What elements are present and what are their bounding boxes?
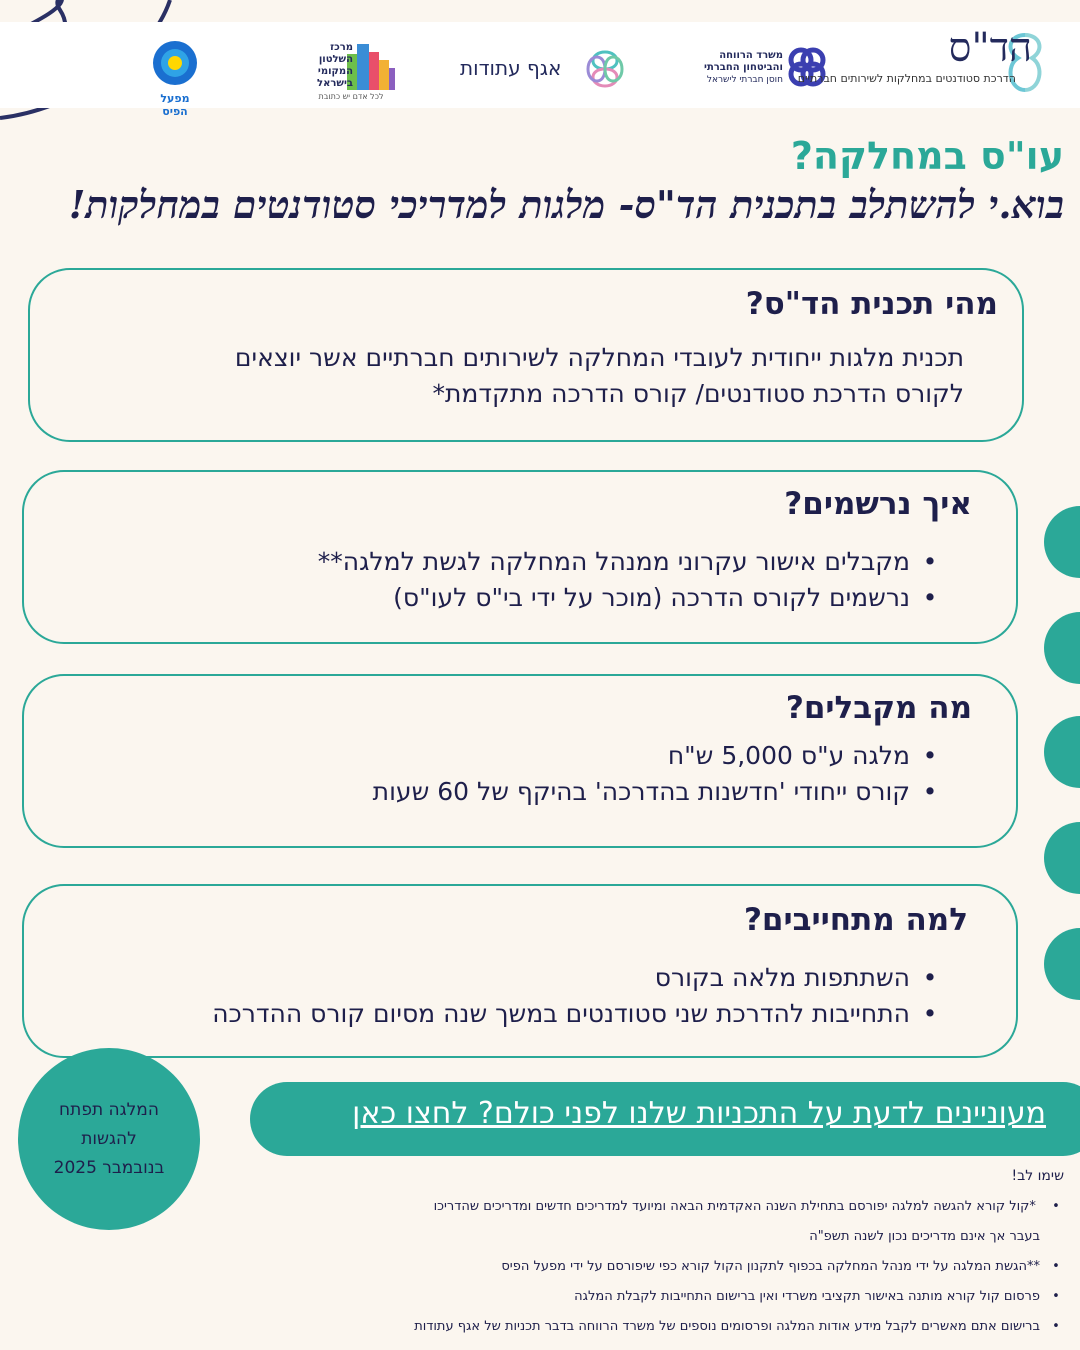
card-heading: מהי תכנית הד"ס?	[745, 286, 998, 322]
badge-line1: המלגה תפתח	[59, 1099, 159, 1120]
card-commitments	[22, 884, 1018, 1058]
card-what-you-get	[22, 674, 1018, 848]
notes-list	[184, 1192, 1064, 1342]
card-what-is-program	[28, 268, 1024, 442]
hadas-logo-subtitle: הדרכת סטודנטים במחלקות לשירותים חברתיים	[797, 72, 1016, 85]
decorative-dot	[1044, 716, 1080, 788]
badge-line3: בנובמבר 2025	[53, 1157, 165, 1178]
mifal-hapais-text: מפעל הפיס	[160, 92, 190, 118]
note-text: פרסום קול קורא מותנה באישור תקציבי משרדי ואין ברישום התחייבות לקבלת המלגה	[574, 1289, 1040, 1304]
card-heading: איך נרשמים?	[784, 486, 972, 522]
card-heading: מה מקבלים?	[785, 690, 972, 726]
card-text-line1: תכנית מלגות ייחודית לעובדי המחלקה לשירותים חברתיים אשר יוצאים	[234, 343, 964, 372]
ministry-line3: חוסן חברתי לישראל	[706, 75, 783, 85]
merkaz-shilton-logo	[305, 40, 397, 106]
decorative-dot	[1044, 506, 1080, 578]
list-item: • נרשמים לקורס הדרכה (מוכר על ידי בי"ס לעו"ס)	[318, 580, 944, 616]
ministry-line1: משרד הרווחה	[719, 50, 783, 61]
merkaz-line2: השלטון	[318, 54, 353, 65]
merkaz-line3: המקומי	[317, 66, 353, 77]
merkaz-line4: בישראל	[317, 78, 353, 89]
cta-banner	[250, 1082, 1080, 1156]
hadas-logo-title: הד"ס	[948, 25, 1032, 71]
badge-line2: להגשות	[81, 1128, 137, 1149]
list-item: • מקבלים אישור עקרוני ממנהל המחלקה לגשת למלגה**	[318, 544, 944, 580]
merkaz-line1: מרכז	[330, 42, 353, 53]
note-item	[184, 1192, 1064, 1252]
note-text: **הגשת המלגה על ידי מנהל המחלקה בכפוף לתקנון הקול קורא כפי שיפורסם על ידי מפעל הפיס	[501, 1259, 1040, 1274]
list-item: • השתתפות מלאה בקורס	[212, 960, 944, 996]
card-text	[235, 340, 964, 412]
decorative-dot	[1044, 822, 1080, 894]
mifal-hapais-logo	[148, 38, 202, 118]
note-item	[184, 1282, 1064, 1312]
list-item: • התחייבות להדרכת שני סטודנטים במשך שנה מסיום קורס ההדרכה	[212, 996, 944, 1032]
merkaz-slogan: לכל אדם יש כתובת	[318, 92, 384, 101]
notes-title: שימו לב!	[1011, 1168, 1064, 1184]
decorative-dot	[1044, 612, 1080, 684]
note-item	[184, 1312, 1064, 1342]
page-subtitle: בוא.י להשתלב בתכנית הד"ס- מלגות למדריכי סטודנטים במחלקות!	[68, 182, 1064, 227]
ministry-line2: והביטחון החברתי	[704, 62, 783, 73]
page-title: עו"ס במחלקה?	[790, 134, 1064, 178]
cta-link[interactable]: מעוניינים לדעת על התכניות שלנו לפני כולם? לחצו כאן	[352, 1096, 1046, 1131]
note-text: *קול קורא להגשה למלגה יפורסם בתחילת השנה האקדמית הבאה ומיועד למדריכים חדשים ומדריכים שהדריכו	[433, 1199, 1036, 1214]
card-list	[212, 960, 944, 1032]
list-item: • מלגה ע"ס 5,000 ש"ח	[373, 738, 944, 774]
card-list	[373, 738, 944, 810]
mifal-hapais-icon	[148, 38, 202, 88]
opening-date-badge	[18, 1048, 200, 1230]
card-list	[318, 544, 944, 616]
agaf-atudot-text: אגף עתודות	[460, 56, 562, 80]
decorative-dot	[1044, 928, 1080, 1000]
note-text: ברישום אתם מאשרים לקבל מידע אודות המלגה ופרסומים נוספים של משרד הרווחה בדבר תכניות של אגף עתודות	[414, 1319, 1040, 1334]
card-text-line2: לקורס הדרכת סטודנטים/ קורס הדרכה מתקדמת*	[432, 379, 964, 408]
note-text-continuation: בעבר אך אינם מדריכים נכון לשנה תשפ"ה	[809, 1229, 1040, 1244]
card-heading: למה מתחייבים?	[743, 902, 968, 938]
note-item	[184, 1252, 1064, 1282]
agaf-atudot-icon	[580, 44, 630, 94]
list-item: • קורס ייחודי 'חדשנות בהדרכה' בהיקף של 60 שעות	[373, 774, 944, 810]
card-how-to-register	[22, 470, 1018, 644]
